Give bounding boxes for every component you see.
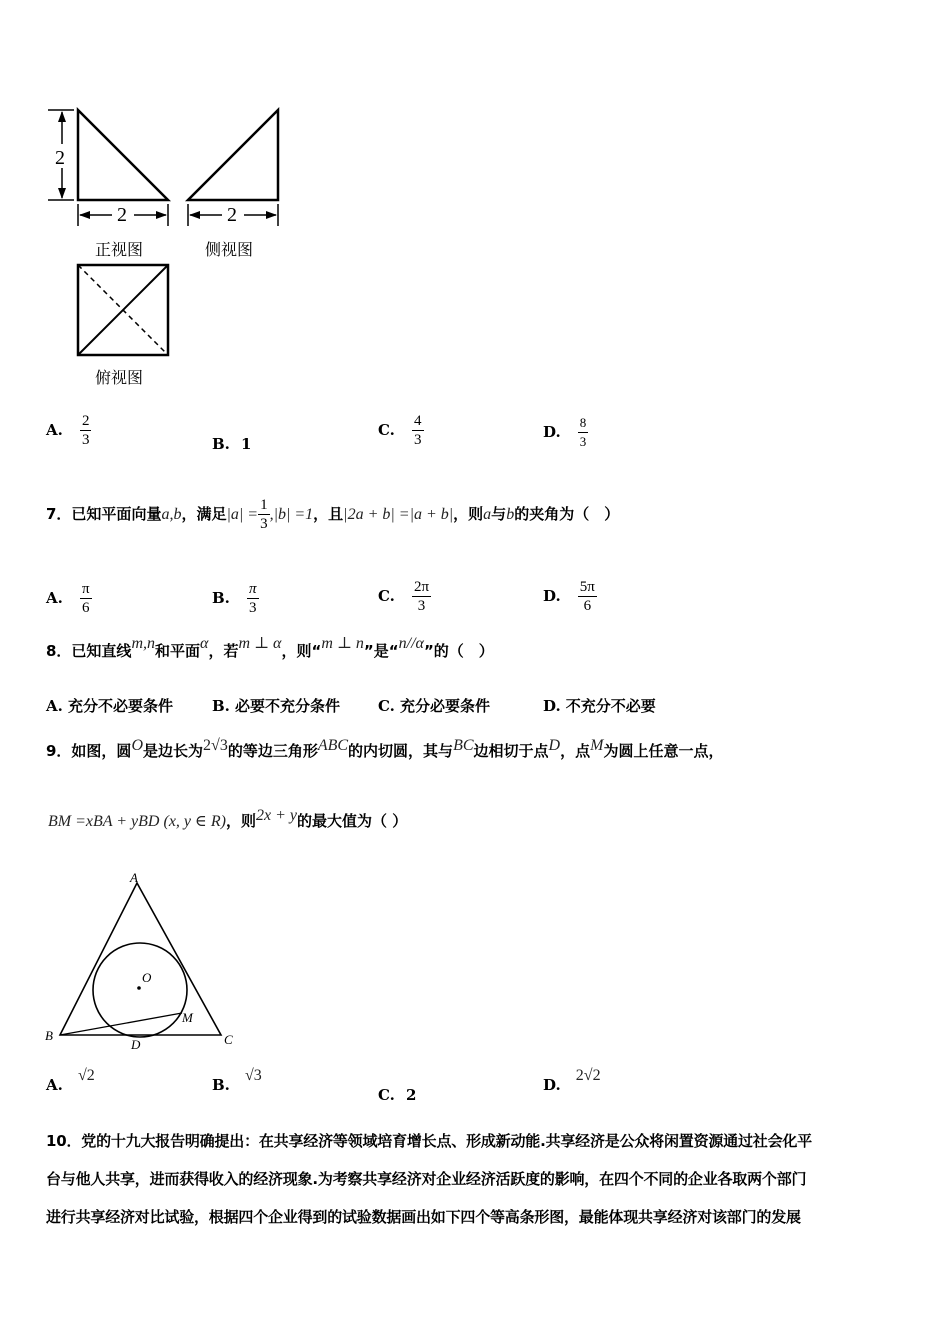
fraction: $\frac{8}{3}$ [579, 415, 587, 449]
question-9-line2 [48, 807, 408, 831]
q8-cond: m ⊥ α [238, 635, 282, 652]
segment-bm [60, 1013, 182, 1035]
option-label: C. [378, 697, 395, 715]
label-b: B [45, 1028, 53, 1043]
q6-option-d[interactable] [543, 414, 588, 451]
q7-text: ，且 [313, 505, 344, 523]
fraction: $\frac{1}{3}$ [260, 497, 268, 532]
q9-text: 是边长为 [143, 742, 204, 760]
center-point [137, 986, 141, 990]
option-value: √2 [77, 1067, 95, 1084]
q8-option-b[interactable] [212, 695, 340, 716]
side-view-triangle [188, 110, 278, 200]
fraction: $\frac{2}{3}$ [81, 413, 90, 448]
q9-text: 9．如图，圆 [46, 742, 132, 760]
q8-option-a[interactable] [46, 695, 173, 716]
q7-cond2: |2a + b| =|a + b| [343, 506, 454, 523]
q7-cond-b: ,|b| =1 [269, 506, 314, 523]
side-view-label: 侧视图 [205, 240, 254, 259]
q9-bc: BC [453, 737, 474, 754]
q8-mn: m,n [131, 635, 156, 652]
q8-stmt1: m ⊥ n [321, 635, 364, 652]
q9-m: M [590, 737, 604, 754]
question-10 [46, 1122, 916, 1236]
option-label: B. [212, 435, 230, 453]
three-view-figure [40, 100, 300, 400]
option-text: 必要不充分条件 [235, 697, 341, 715]
option-label: C. [378, 587, 395, 605]
q7-text: ，则 [453, 505, 484, 523]
q7-option-a[interactable] [46, 580, 92, 617]
option-label: C. [378, 1086, 395, 1104]
incircle [93, 943, 187, 1037]
q9-side: 2√3 [203, 737, 228, 754]
q8-text: ，则“ [281, 642, 322, 660]
label-d: D [131, 1037, 141, 1052]
q7-text: 的夹角为（ ） [514, 505, 620, 523]
label-o: O [142, 970, 152, 985]
q8-text: 8．已知直线 [46, 642, 132, 660]
option-text: 不充分不必要 [565, 697, 656, 715]
option-label: A. [46, 697, 63, 715]
q7-option-b[interactable] [212, 580, 259, 617]
q9-option-d[interactable] [543, 1067, 601, 1095]
q7-text: 与 [491, 505, 507, 523]
option-text: 充分不必要条件 [67, 697, 173, 715]
option-label: A. [46, 421, 63, 439]
label-c: C [224, 1032, 233, 1047]
option-value: 1 [241, 435, 252, 453]
label-a: A [130, 870, 138, 885]
q7-option-d[interactable] [543, 578, 597, 615]
option-label: D. [543, 587, 561, 605]
option-label: D. [543, 423, 561, 441]
q6-option-a[interactable] [46, 412, 91, 449]
option-label: D. [543, 697, 561, 715]
q7-var-a: a [483, 506, 492, 523]
q9-text: ，点 [560, 742, 591, 760]
option-label: B. [212, 589, 230, 607]
q9-expr: 2x + y [255, 807, 297, 824]
q9-text: 的内切圆，其与 [348, 742, 454, 760]
q7-cond-a: |a| = [226, 506, 259, 523]
fraction: $\frac{\pi}{6}$ [81, 581, 90, 616]
front-view-triangle [78, 110, 168, 200]
question-9 [46, 737, 724, 761]
option-value: 2 [406, 1086, 417, 1104]
q9-d: D [548, 737, 561, 754]
q8-text: 和平面 [155, 642, 201, 660]
option-text: 充分必要条件 [400, 697, 491, 715]
q6-option-c[interactable] [378, 412, 424, 449]
q8-option-c[interactable] [378, 695, 490, 716]
option-label: D. [543, 1076, 561, 1094]
top-view-label: 俯视图 [95, 368, 144, 387]
q7-vars: a,b [161, 506, 182, 523]
side-dim-width: 2 [227, 204, 237, 226]
fraction: $\frac{\pi}{3}$ [249, 581, 257, 616]
q7-var-b: b [506, 506, 515, 523]
front-view-label: 正视图 [95, 240, 144, 259]
front-dim-width: 2 [117, 204, 127, 226]
q9-abc: ABC [317, 737, 349, 754]
q7-option-c[interactable] [378, 578, 431, 615]
q9-equation: BM =xBA + yBD (x, y ∈ R) [48, 813, 226, 830]
triangle-abc [60, 883, 221, 1035]
question-8 [46, 635, 494, 661]
q6-option-b[interactable] [212, 434, 251, 453]
q8-text: ”的（ ） [423, 642, 494, 660]
q9-text: 的最大值为（ ） [296, 812, 408, 830]
option-value: √3 [245, 1067, 262, 1084]
q9-text: ，则 [225, 812, 256, 830]
q10-line: 10．党的十九大报告明确提出：在共享经济等领域培育增长点、形成新动能.共享经济是公众将闲置资源通过社会化平 [46, 1132, 812, 1150]
incircle-triangle-figure [40, 868, 250, 1053]
fraction: $\frac{2\pi}{3}$ [414, 579, 430, 614]
q8-alpha: α [200, 635, 209, 652]
q7-text: 7．已知平面向量 [46, 505, 162, 523]
fraction: $\frac{4}{3}$ [414, 413, 422, 448]
q7-text: ，满足 [181, 505, 227, 523]
fraction: $\frac{5\pi}{6}$ [579, 579, 595, 614]
q9-option-b[interactable] [212, 1067, 262, 1095]
front-dim-height: 2 [55, 147, 65, 169]
q9-option-a[interactable] [46, 1067, 95, 1095]
q10-line: 进行共享经济对比试验，根据四个企业得到的试验数据画出如下四个等高条形图，最能体现共享经济对该部门的发展 [46, 1208, 801, 1226]
option-label: C. [378, 421, 395, 439]
q9-text: 的等边三角形 [227, 742, 318, 760]
q8-option-d[interactable] [543, 695, 656, 716]
q8-text: ，若 [208, 642, 239, 660]
q9-text: 边相切于点 [473, 742, 549, 760]
q9-option-c[interactable] [378, 1085, 416, 1104]
option-label: B. [212, 697, 230, 715]
q9-text: 为圆上任意一点， [603, 742, 724, 760]
option-label: B. [212, 1076, 230, 1094]
option-label: A. [46, 589, 63, 607]
question-7 [46, 496, 619, 533]
label-m: M [182, 1010, 193, 1025]
q9-o: O [131, 737, 144, 754]
q8-stmt2: n//α [398, 635, 424, 652]
q8-text: ”是“ [363, 642, 399, 660]
q10-line: 台与他人共享，进而获得收入的经济现象.为考察共享经济对企业经济活跃度的影响，在四个不同的企业各取两个部门 [46, 1170, 807, 1188]
option-label: A. [46, 1076, 63, 1094]
option-value: 2√2 [575, 1067, 601, 1084]
